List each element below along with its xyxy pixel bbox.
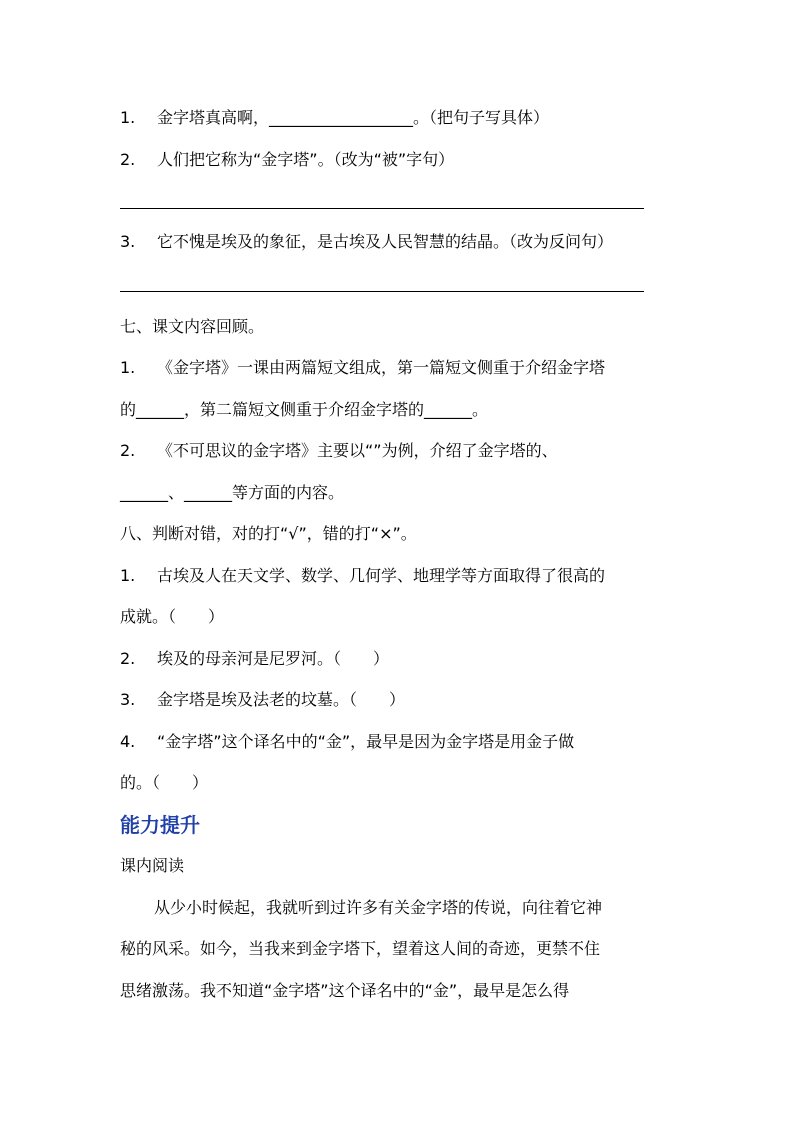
section-8-title: 八、判断对错，对的打“√”，错的打“×”。 (120, 524, 417, 543)
section-8-question-4 (120, 732, 574, 752)
question-text: 埃及的母亲河是尼罗河。（ ） (157, 649, 390, 668)
question-text: 《金字塔》一课由两篇短文组成，第一篇短文侧重于介绍金字塔 (157, 358, 606, 377)
question-text: “金字塔”这个译名中的“金”，最早是因为金字塔是用金子做 (157, 732, 575, 751)
question-text: 金字塔是埃及法老的坟墓。（ ） (157, 690, 406, 709)
section-8-question-1 (120, 566, 605, 586)
question-2 (120, 150, 454, 170)
ability-heading: 能力提升 (120, 813, 200, 837)
reading-subheading: 课内阅读 (120, 856, 185, 875)
question-number: 1. (120, 566, 136, 585)
question-number: 2. (120, 150, 136, 169)
question-3 (120, 232, 613, 252)
section-8-question-3 (120, 690, 405, 710)
section-8-question-1-cont: 成就。（ ） (120, 607, 225, 626)
question-number: 4. (120, 732, 136, 751)
section-7-question-1-cont: 的______，第二篇短文侧重于介绍金字塔的______。 (120, 400, 489, 419)
question-number: 1. (120, 358, 136, 377)
question-number: 2. (120, 441, 136, 460)
question-number: 3. (120, 690, 136, 709)
section-7-question-2-cont: ______、______等方面的内容。 (120, 483, 345, 502)
section-8-question-2 (120, 649, 389, 669)
question-number: 3. (120, 232, 136, 251)
section-7-question-1 (120, 358, 605, 378)
answer-line[interactable] (120, 291, 644, 292)
question-text: 古埃及人在天文学、数学、几何学、地理学等方面取得了很高的 (157, 566, 606, 585)
section-7-title: 七、课文内容回顾。 (120, 317, 265, 336)
reading-paragraph-line: 思绪激荡。我不知道“金字塔”这个译名中的“金”，最早是怎么得 (120, 981, 570, 1000)
reading-paragraph-line: 秘的风采。如今，当我来到金字塔下，望着这人间的奇迹，更禁不住 (120, 939, 601, 958)
answer-line[interactable] (120, 208, 644, 209)
section-8-question-4-cont: 的。（ ） (120, 773, 209, 792)
question-number: 1. (120, 108, 136, 127)
question-number: 2. (120, 649, 136, 668)
question-text: 《不可思议的金字塔》主要以“”为例，介绍了金字塔的、 (157, 441, 558, 460)
question-text: 它不愧是埃及的象征，是古埃及人民智慧的结晶。（改为反问句） (157, 232, 614, 251)
reading-paragraph-line: 从少小时候起，我就听到过许多有关金字塔的传说，向往着它神 (154, 898, 603, 917)
question-1 (120, 108, 549, 128)
question-text: 金字塔真高啊，__________________。（把句子写具体） (157, 108, 550, 127)
question-text: 人们把它称为“金字塔”。（改为“被”字句） (157, 150, 455, 169)
section-7-question-2 (120, 441, 558, 461)
